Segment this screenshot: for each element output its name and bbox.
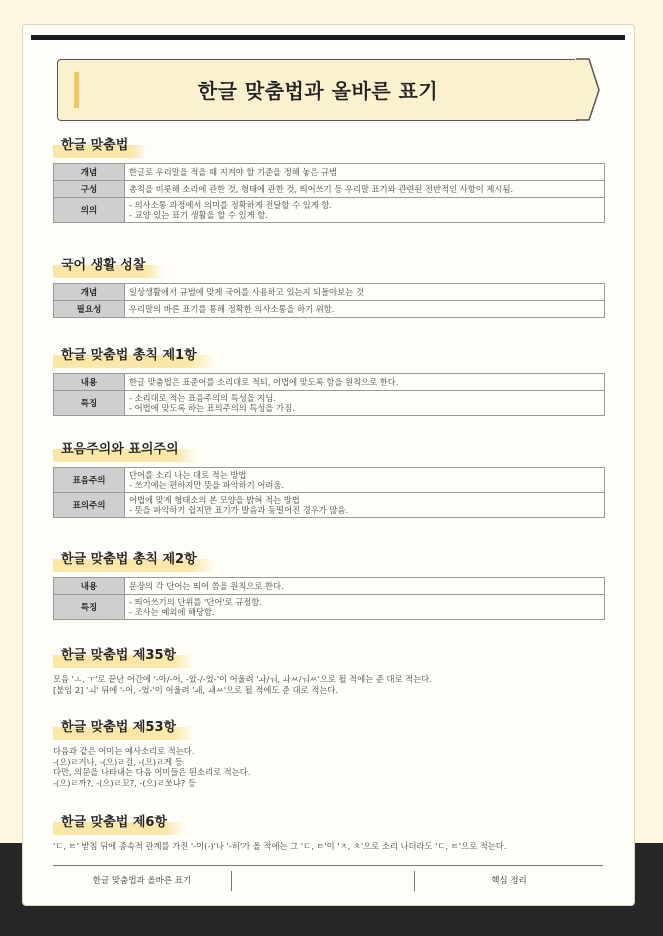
- row-key: 표음주의: [54, 468, 125, 493]
- row-value: 문장의 각 단어는 띄어 씀을 원칙으로 한다.: [125, 578, 605, 595]
- section-title: 한글 맞춤법 제53항: [53, 713, 184, 740]
- row-key: 개념: [54, 164, 125, 181]
- table-row: [54, 301, 605, 318]
- table-row: [54, 164, 605, 181]
- definition-table: [53, 283, 605, 318]
- row-key: 개념: [54, 284, 125, 301]
- row-value: 어법에 맞게 형태소의 본 모양을 밝혀 적는 방법 - 뜻을 파악하기 쉽지만 표기가 발음과 동떨어진 경우가 많음.: [125, 493, 605, 518]
- table-row: [54, 493, 605, 518]
- section-article-53: [53, 713, 613, 788]
- section-reflection: [53, 251, 613, 318]
- title-banner: [57, 59, 579, 121]
- section-phonetic-semantic: [53, 435, 613, 518]
- section-title: 한글 맞춤법 제6항: [53, 808, 175, 835]
- definition-table: [53, 577, 605, 620]
- section-title: 국어 생활 성찰: [53, 251, 153, 278]
- section-title: 표음주의와 표의주의: [53, 435, 187, 462]
- footer: [53, 871, 603, 891]
- section-title: 한글 맞춤법 제35항: [53, 641, 184, 668]
- row-value: 한글 맞춤법은 표준어를 소리대로 적되, 어법에 맞도록 함을 원칙으로 한다.: [125, 374, 605, 391]
- row-value: - 소리대로 적는 표음주의의 특성을 지님. - 어법에 맞도록 하는 표의주의의 특성을 가짐.: [125, 391, 605, 416]
- row-key: 의의: [54, 198, 125, 223]
- row-value: 총칙을 비롯해 소리에 관한 것, 형태에 관한 것, 띄어쓰기 등 우리말 표기와 관련된 전반적인 사항이 제시됨.: [125, 181, 605, 198]
- section-article-35: [53, 641, 613, 695]
- table-row: [54, 284, 605, 301]
- banner-arrow-tip: [575, 58, 605, 122]
- row-value: 우리말의 바른 표기를 통해 정확한 의사소통을 하기 위함.: [125, 301, 605, 318]
- section-title: 한글 맞춤법 총칙 제1항: [53, 341, 205, 368]
- definition-table: [53, 163, 605, 223]
- row-key: 표의주의: [54, 493, 125, 518]
- row-key: 필요성: [54, 301, 125, 318]
- row-key: 내용: [54, 578, 125, 595]
- row-key: 특징: [54, 595, 125, 620]
- row-key: 특징: [54, 391, 125, 416]
- definition-table: [53, 467, 605, 518]
- row-value: - 의사소통 과정에서 의미를 정확하게 전달할 수 있게 함. - 교양 있는 표기 생활을 할 수 있게 함.: [125, 198, 605, 223]
- section-article-1: [53, 341, 613, 416]
- table-row: [54, 198, 605, 223]
- section-title: 한글 맞춤법 총칙 제2항: [53, 545, 205, 572]
- section-title: 한글 맞춤법: [53, 131, 136, 158]
- article-text: 'ㄷ, ㅌ' 받침 뒤에 종속적 관계를 가진 '-이(-)'나 '-히'가 올 적에는 그 'ㄷ, ㅌ'이 'ㅈ, ㅊ'으로 소리 나더라도 'ㄷ, ㅌ'으로 적는다.: [53, 841, 507, 851]
- section-article-6: [53, 808, 613, 852]
- row-value: 한글로 우리말을 적을 때 지켜야 할 기준을 정해 놓은 규범: [125, 164, 605, 181]
- footer-divider: [231, 871, 232, 891]
- footer-doc-title: 한글 맞춤법과 올바른 표기: [92, 876, 192, 886]
- table-row: [54, 181, 605, 198]
- table-row: [54, 391, 605, 416]
- section-article-2: [53, 545, 613, 620]
- row-value: 일상생활에서 규범에 맞게 국어를 사용하고 있는지 되돌아보는 것: [125, 284, 605, 301]
- page-title: 한글 맞춤법과 올바른 표기: [197, 79, 439, 103]
- table-row: [54, 468, 605, 493]
- footer-rule: [53, 865, 603, 866]
- row-key: 구성: [54, 181, 125, 198]
- row-key: 내용: [54, 374, 125, 391]
- document-card: [23, 25, 634, 905]
- section-spelling: [53, 131, 613, 223]
- top-rule: [31, 35, 625, 40]
- row-value: - 띄어쓰기의 단위를 '단어'로 규정함. - 조사는 예외에 해당함.: [125, 595, 605, 620]
- definition-table: [53, 373, 605, 416]
- table-row: [54, 595, 605, 620]
- table-row: [54, 578, 605, 595]
- row-value: 단어를 소리 나는 대로 적는 방법 - 쓰기에는 편하지만 뜻을 파악하기 어려움.: [125, 468, 605, 493]
- table-row: [54, 374, 605, 391]
- footer-section-label: 핵심 정리: [491, 876, 527, 886]
- article-text: 다음과 같은 어미는 예사소리로 적는다. -(으)ㄹ거나, -(으)ㄹ걸, -(으)ㄹ게 등 다만, 의문을 나타내는 다음 어미들은 된소리로 적는다. -(으)ㄹ까?, -(으)ㄹ꼬?, -(으)ㄹ쏘냐? 등: [53, 746, 251, 788]
- article-text: 모음 'ㅗ, ㅜ'로 끝난 어간에 '-아/-어, -았-/-었-'이 어울려 'ㅘ/ㅝ, ㅘㅆ/ㅝㅆ'으로 될 적에는 준 대로 적는다. [붙임 2] 'ㅚ' 뒤에 '-어, -었-'이 어울려 'ㅙ, ㅙㅆ'으로 될 적에도 준 대로 적는다.: [53, 674, 432, 695]
